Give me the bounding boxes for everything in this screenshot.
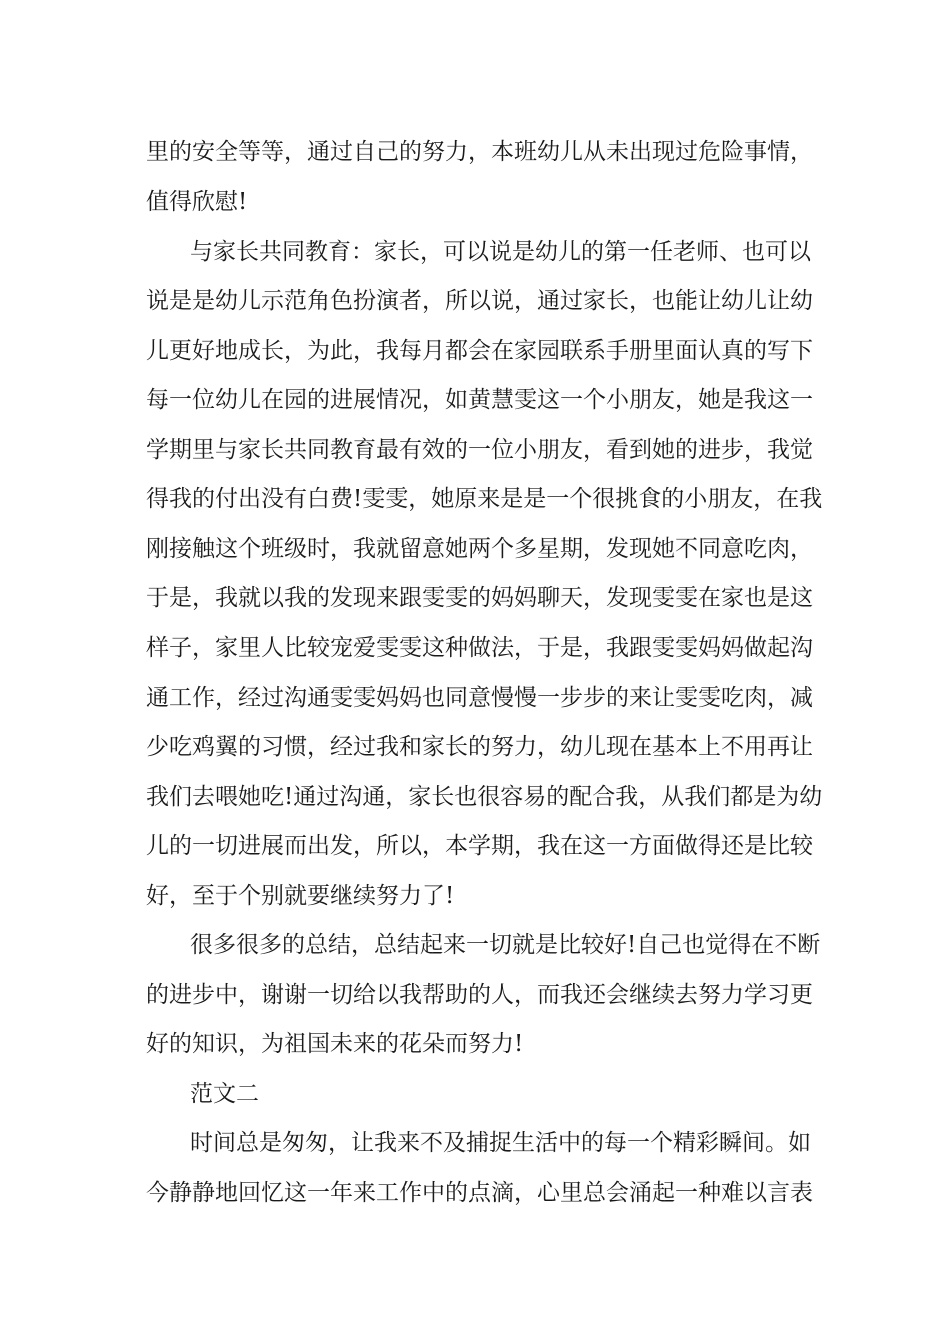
text-line xyxy=(0,281,950,321)
line-text: 好的知识，为祖国未来的花朵而努力! xyxy=(146,1031,524,1057)
text-line xyxy=(0,1024,950,1064)
line-text: 与家长共同教育：家长，可以说是幼儿的第一任老师、也可以 xyxy=(190,239,811,265)
text-line xyxy=(0,430,950,470)
line-text: 每一位幼儿在园的进展情况，如黄慧雯这一个小朋友，她是我这一 xyxy=(146,387,813,413)
text-line xyxy=(0,777,950,817)
text-line xyxy=(0,975,950,1015)
line-text: 通工作，经过沟通雯雯妈妈也同意慢慢一步步的来让雯雯吃肉，减 xyxy=(146,685,813,711)
line-text: 今静静地回忆这一年来工作中的点滴，心里总会涌起一种难以言表 xyxy=(146,1180,813,1206)
line-text: 我们去喂她吃!通过沟通，家长也很容易的配合我，从我们都是为幼 xyxy=(146,784,823,810)
line-text: 说是是幼儿示范角色扮演者，所以说，通过家长，也能让幼儿让幼 xyxy=(146,288,813,314)
text-line xyxy=(0,727,950,767)
text-line xyxy=(0,578,950,618)
line-text: 值得欣慰! xyxy=(146,189,248,215)
text-line xyxy=(0,826,950,866)
text-line xyxy=(0,628,950,668)
text-line xyxy=(0,479,950,519)
line-text: 样子，家里人比较宠爱雯雯这种做法，于是，我跟雯雯妈妈做起沟 xyxy=(146,635,813,661)
text-line xyxy=(0,132,950,172)
line-text: 里的安全等等，通过自己的努力，本班幼儿从未出现过危险事情， xyxy=(146,139,813,165)
line-text: 时间总是匆匆，让我来不及捕捉生活中的每一个精彩瞬间。如 xyxy=(190,1130,811,1156)
text-line xyxy=(0,1123,950,1163)
text-line xyxy=(0,331,950,371)
line-text: 刚接触这个班级时，我就留意她两个多星期，发现她不同意吃肉， xyxy=(146,536,813,562)
line-text: 得我的付出没有白费!雯雯，她原来是是一个很挑食的小朋友，在我 xyxy=(146,486,823,512)
text-line xyxy=(0,876,950,916)
line-text: 少吃鸡翼的习惯，经过我和家长的努力，幼儿现在基本上不用再让 xyxy=(146,734,813,760)
text-line xyxy=(0,529,950,569)
section-heading xyxy=(0,1074,950,1114)
text-line xyxy=(0,232,950,272)
text-line xyxy=(0,925,950,965)
text-line xyxy=(0,182,950,222)
heading-text: 范文二 xyxy=(190,1081,259,1107)
line-text: 很多很多的总结，总结起来一切就是比较好!自己也觉得在不断 xyxy=(190,932,821,958)
line-text: 的进步中，谢谢一切给以我帮助的人，而我还会继续去努力学习更 xyxy=(146,982,813,1008)
line-text: 学期里与家长共同教育最有效的一位小朋友，看到她的进步，我觉 xyxy=(146,437,813,463)
line-text: 于是，我就以我的发现来跟雯雯的妈妈聊天，发现雯雯在家也是这 xyxy=(146,585,813,611)
text-line xyxy=(0,380,950,420)
text-line xyxy=(0,678,950,718)
text-line xyxy=(0,1173,950,1213)
line-text: 儿的一切进展而出发，所以，本学期，我在这一方面做得还是比较 xyxy=(146,833,813,859)
line-text: 好，至于个别就要继续努力了! xyxy=(146,883,455,909)
line-text: 儿更好地成长，为此，我每月都会在家园联系手册里面认真的写下 xyxy=(146,338,813,364)
